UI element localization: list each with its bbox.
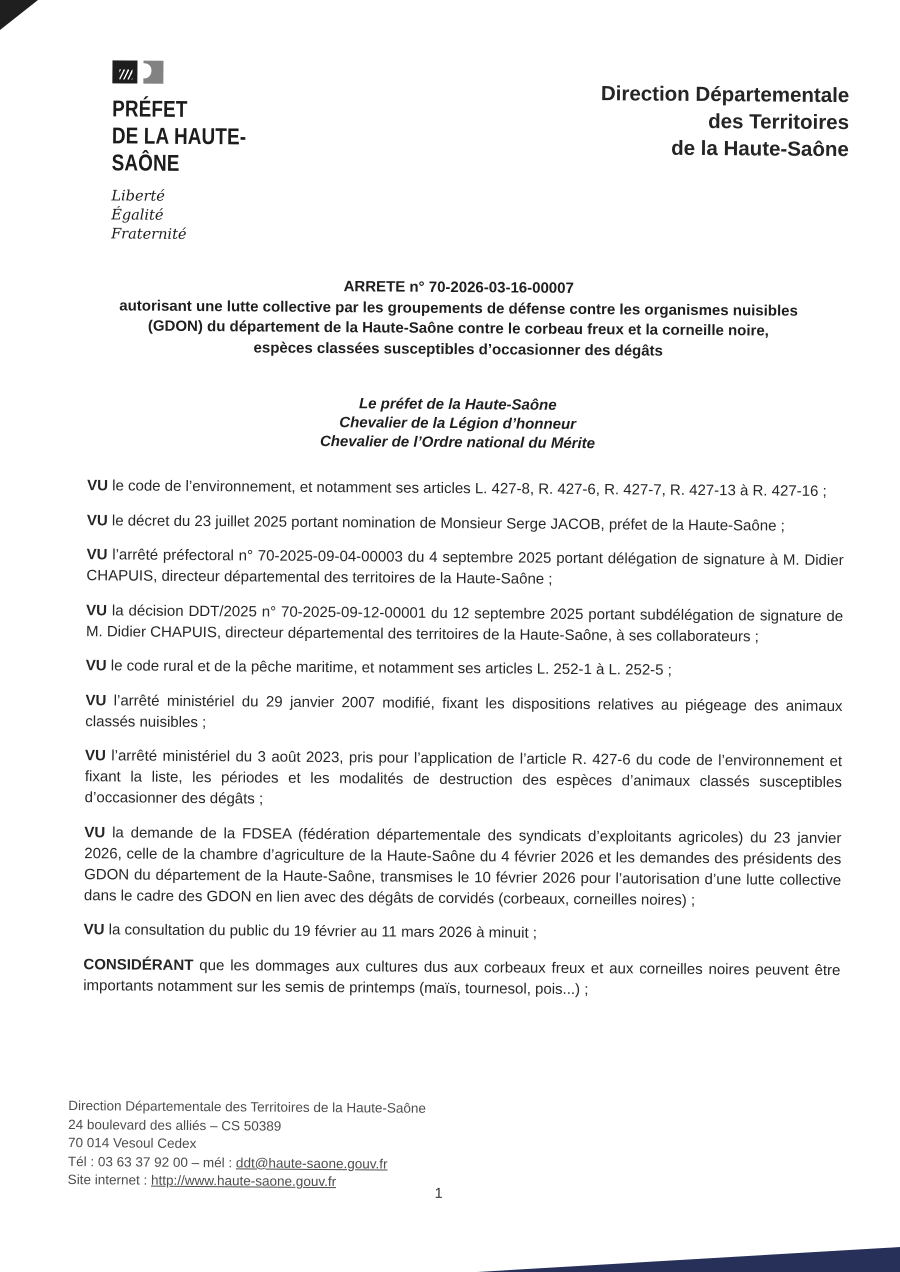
- recital-paragraph: [86, 544, 843, 592]
- marianne-black-block-icon: [112, 60, 137, 83]
- recital-paragraph: [85, 745, 842, 814]
- title-subtitle-line: autorisant une lutte collective par les groupements de défense contre les organismes nuisibles: [119, 297, 798, 320]
- recital-text: l’arrêté ministériel du 3 août 2023, pris pour l’application de l’article R. 427-6 du code de l’environnement et fixant la liste, les périodes et les modalités de destruction des espèces d’animaux classés susceptibles d’occasionner des dégâts ;: [84, 747, 843, 808]
- issuing-directorate: [600, 80, 849, 163]
- email-link[interactable]: ddt@haute-saone.gouv.fr: [235, 1155, 388, 1172]
- authority-block: [61, 392, 853, 455]
- recital-text: que les dommages aux cultures dus aux corbeaux freux et aux corneilles noires peuvent être importants notamment sur les semis de printemps (maïs, tournesol, pois...) ;: [83, 956, 841, 998]
- recital-text: la demande de la FDSEA (fédération départementale des syndicats d’exploitants agricoles) du 23 janvier 2026, celle de la chambre d’agriculture de la Haute-Saône du 4 février 2026 et les demandes des présidents des GDON du département de la Haute-Saône, transmises le 10 février 2026 pour l’autorisation d’une lutte collective dans le cadre des GDON en lien avec des dégâts de corvidés (corbeaux, corneilles noires) ;: [83, 823, 842, 909]
- footer-address-line: Direction Départementale des Territoires de la Haute-Saône: [68, 1098, 427, 1116]
- document-title: [62, 275, 855, 364]
- site-label: Site internet :: [67, 1172, 152, 1189]
- recital-keyword: VU: [84, 747, 106, 765]
- arrete-number: ARRETE n° 70-2026-03-16-00007: [343, 278, 574, 297]
- recital-paragraph: [85, 690, 842, 738]
- recital-paragraph: [84, 822, 842, 912]
- recital-text: l’arrêté ministériel du 29 janvier 2007 modifié, fixant les dispositions relatives au piégeage des animaux classés nuisibles ;: [85, 691, 843, 731]
- directorate-line: des Territoires: [708, 110, 850, 135]
- title-subtitle-line: espèces classées susceptibles d’occasionner des dégâts: [253, 339, 663, 360]
- motto-line: Égalité: [111, 207, 164, 224]
- motto-line: Fraternité: [111, 226, 187, 243]
- page-number: 1: [434, 1185, 443, 1202]
- recital-text: le code de l’environnement, et notamment ses articles L. 427-8, R. 427-6, R. 427-7, R. 427-13 à R. 427-16 ;: [112, 477, 827, 500]
- footer-address-line: 70 014 Vesoul Cedex: [67, 1135, 197, 1152]
- footer-contact-block: [68, 1097, 426, 1193]
- recital-paragraph: [86, 655, 843, 682]
- logo-title-line: SAÔNE: [111, 149, 180, 176]
- recital-text: le décret du 23 juillet 2025 portant nomination de Monsieur Serge JACOB, préfet de la Haute-Saône ;: [111, 511, 785, 535]
- authority-line: Chevalier de la Légion d’honneur: [339, 414, 577, 433]
- logo-title-line: DE LA HAUTE-: [111, 122, 247, 150]
- website-link[interactable]: http://www.haute-saone.gouv.fr: [150, 1173, 337, 1190]
- logo-title-line: PRÉFET: [112, 95, 188, 122]
- recital-keyword: VU: [86, 511, 108, 529]
- logo-motto: [111, 187, 275, 245]
- directorate-line: de la Haute-Saône: [671, 136, 849, 162]
- directorate-line: Direction Départementale: [600, 82, 850, 108]
- recital-keyword: CONSIDÉRANT: [83, 955, 194, 974]
- recital-keyword: VU: [85, 691, 107, 709]
- recital-text: la décision DDT/2025 n° 70-2025-09-12-00001 du 12 septembre 2025 portant subdélégation de signature de M. Didier CHAPUIS, directeur départemental des territoires de la Haute-Saône, à ses collaborateurs ;: [85, 601, 844, 645]
- marianne-gray-block-icon: [143, 61, 163, 84]
- recital-keyword: VU: [83, 921, 105, 939]
- recital-text: la consultation du public du 19 février au 11 mars 2026 à minuit ;: [108, 921, 538, 942]
- recital-keyword: VU: [85, 657, 107, 675]
- recital-keyword: VU: [86, 546, 108, 564]
- recital-text: l’arrêté préfectoral n° 70-2025-09-04-00003 du 4 septembre 2025 portant délégation de signature à M. Didier CHAPUIS, directeur départemental des territoires de la Haute-Saône ;: [86, 546, 844, 588]
- motto-line: Liberté: [111, 188, 165, 205]
- recital-keyword: VU: [84, 823, 106, 841]
- recital-paragraph: [83, 954, 840, 1002]
- recital-text: le code rural et de la pêche maritime, et notamment ses articles L. 252-1 à L. 252-5 ;: [110, 657, 672, 679]
- title-subtitle-line: (GDON) du département de la Haute-Saône contre le corbeau freux et la corneille noire,: [147, 318, 769, 340]
- recital-paragraph: [86, 600, 843, 648]
- logo-title: [112, 95, 247, 177]
- footer-address-line: 24 boulevard des alliés – CS 50389: [68, 1116, 282, 1134]
- tel-label: Tél : 03 63 37 92 00 – mél :: [67, 1153, 237, 1171]
- marianne-flag-icon: [112, 60, 276, 84]
- authority-line: Chevalier de l’Ordre national du Mérite: [319, 432, 596, 453]
- recital-paragraph: [87, 475, 844, 502]
- recitals-section: [83, 475, 844, 1015]
- recital-keyword: VU: [87, 477, 109, 495]
- prefecture-logo: [111, 60, 276, 245]
- recital-paragraph: [84, 919, 841, 946]
- authority-line: Le préfet de la Haute-Saône: [358, 395, 557, 414]
- recital-paragraph: [87, 510, 844, 537]
- footer-site-line: [68, 1171, 426, 1192]
- recital-keyword: VU: [86, 601, 108, 619]
